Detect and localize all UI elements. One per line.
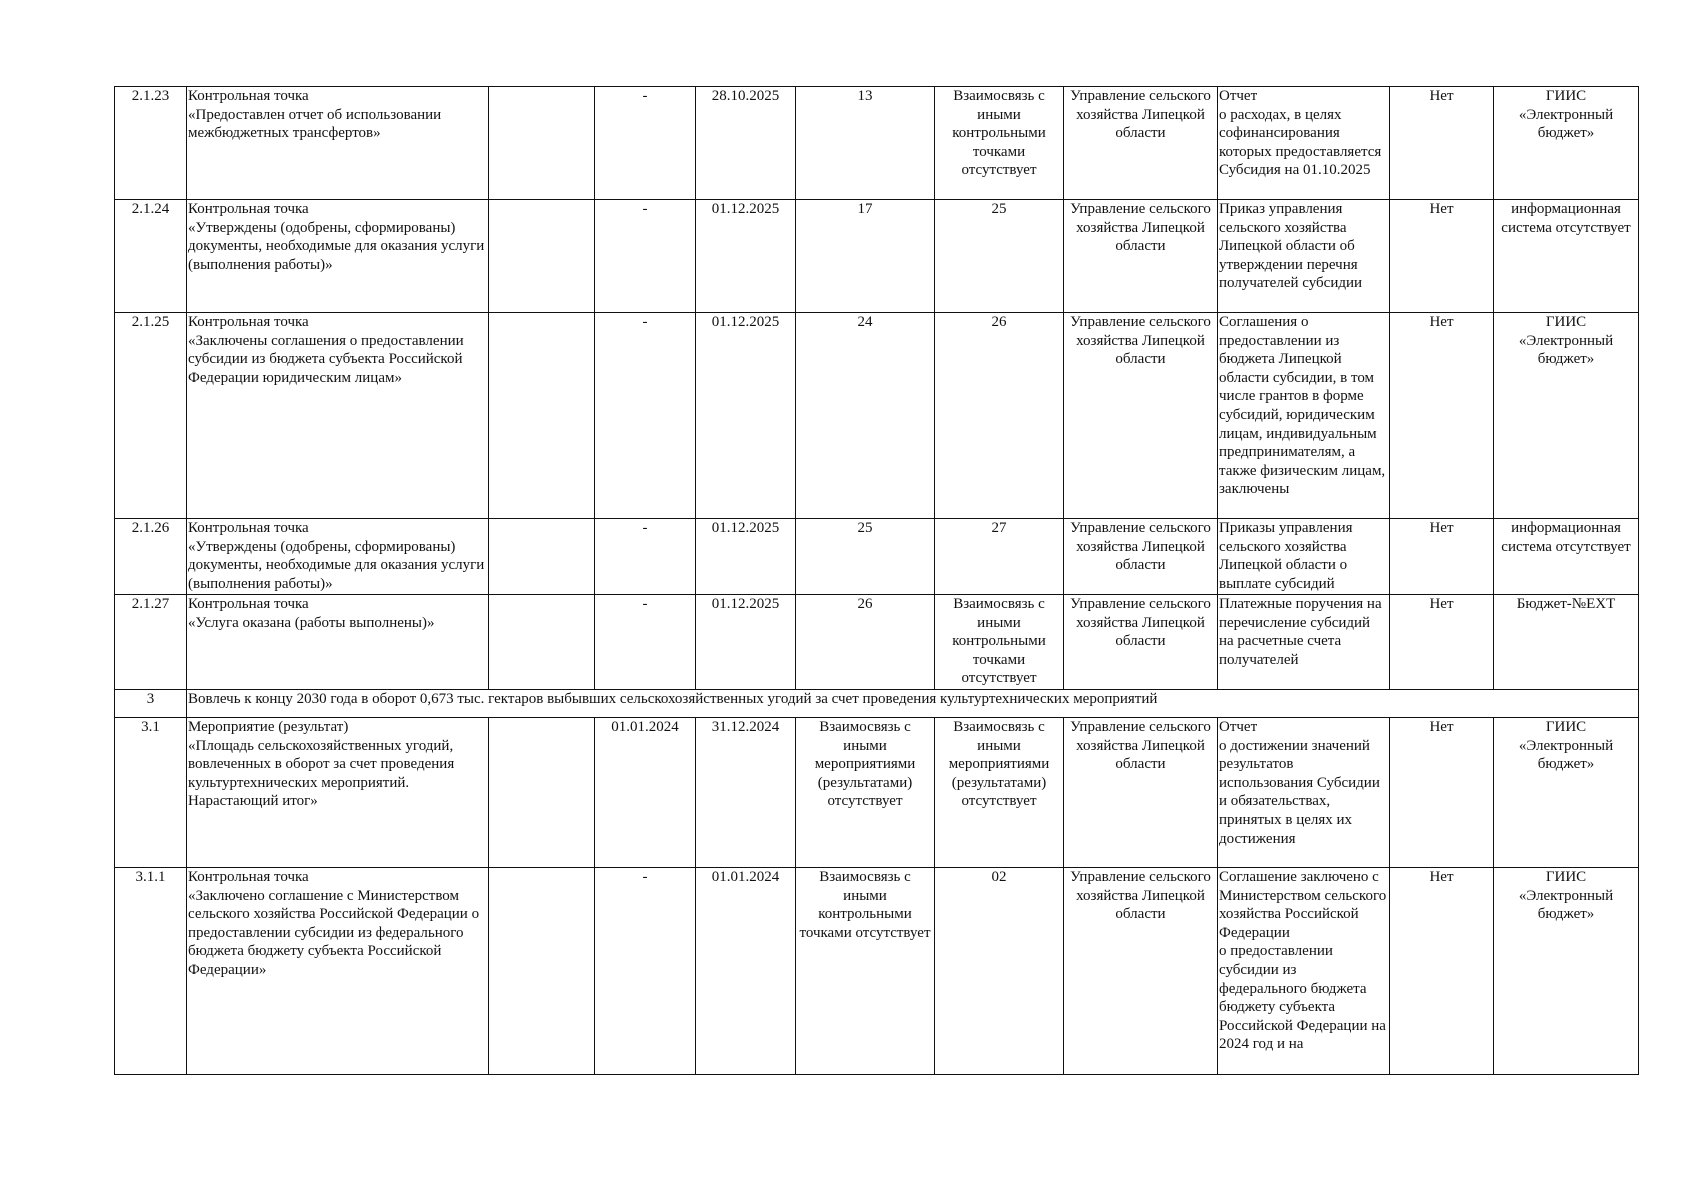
row-base-start — [489, 313, 595, 519]
row-successor: Взаимосвязь с иными мероприятиями (результатами) отсутствует — [935, 718, 1064, 868]
row-system: Бюджет-№EXT — [1494, 595, 1639, 690]
table-row — [115, 200, 1639, 313]
section-row — [115, 690, 1639, 718]
row-successor: Взаимосвязь с иными контрольными точками отсутствует — [935, 87, 1064, 200]
row-start-date: 01.01.2024 — [595, 718, 696, 868]
row-number: 2.1.27 — [115, 595, 187, 690]
row-end-date: 28.10.2025 — [696, 87, 796, 200]
row-base-start — [489, 519, 595, 595]
row-document: Отчет о расходах, в целях софинансирования которых предоставляется Субсидия на 01.10.2025 — [1218, 87, 1390, 200]
plan-table — [114, 86, 1639, 1075]
row-responsible: Управление сельского хозяйства Липецкой области — [1064, 313, 1218, 519]
row-predecessor: 26 — [796, 595, 935, 690]
row-document: Отчет о достижении значений результатов использования Субсидии и обязательствах, принятых в целях их достижения — [1218, 718, 1390, 868]
row-end-date: 01.01.2024 — [696, 868, 796, 1075]
row-flag: Нет — [1390, 200, 1494, 313]
row-responsible: Управление сельского хозяйства Липецкой области — [1064, 868, 1218, 1075]
row-flag: Нет — [1390, 595, 1494, 690]
row-end-date: 01.12.2025 — [696, 595, 796, 690]
table-row — [115, 595, 1639, 690]
row-number: 2.1.25 — [115, 313, 187, 519]
row-name: Контрольная точка «Утверждены (одобрены, сформированы) документы, необходимые для оказания услуги (выполнения работы)» — [187, 519, 489, 595]
row-base-start — [489, 718, 595, 868]
row-number: 2.1.23 — [115, 87, 187, 200]
row-system: ГИИС «Электронный бюджет» — [1494, 718, 1639, 868]
row-number: 3.1 — [115, 718, 187, 868]
row-document: Соглашения о предоставлении из бюджета Липецкой области субсидии, в том числе грантов в форме субсидий, юридическим лицам, индивидуальным предпринимателям, а также физическим лицам, заключены — [1218, 313, 1390, 519]
row-responsible: Управление сельского хозяйства Липецкой области — [1064, 519, 1218, 595]
row-number: 3.1.1 — [115, 868, 187, 1075]
row-start-date: - — [595, 595, 696, 690]
row-base-start — [489, 87, 595, 200]
row-responsible: Управление сельского хозяйства Липецкой области — [1064, 200, 1218, 313]
row-flag: Нет — [1390, 313, 1494, 519]
row-predecessor: 24 — [796, 313, 935, 519]
row-predecessor: 25 — [796, 519, 935, 595]
row-document: Соглашение заключено с Министерством сельского хозяйства Российской Федерации о предоставлении субсидии из федерального бюджета бюджету субъекта Российской Федерации на 2024 год и на — [1218, 868, 1390, 1075]
row-flag: Нет — [1390, 87, 1494, 200]
table-row — [115, 313, 1639, 519]
row-flag: Нет — [1390, 868, 1494, 1075]
row-successor: Взаимосвязь с иными контрольными точками отсутствует — [935, 595, 1064, 690]
row-flag: Нет — [1390, 718, 1494, 868]
row-end-date: 01.12.2025 — [696, 519, 796, 595]
row-document: Приказы управления сельского хозяйства Липецкой области о выплате субсидий — [1218, 519, 1390, 595]
row-document: Платежные поручения на перечисление субсидий на расчетные счета получателей — [1218, 595, 1390, 690]
row-responsible: Управление сельского хозяйства Липецкой области — [1064, 718, 1218, 868]
row-responsible: Управление сельского хозяйства Липецкой области — [1064, 595, 1218, 690]
row-end-date: 31.12.2024 — [696, 718, 796, 868]
row-start-date: - — [595, 519, 696, 595]
row-successor: 27 — [935, 519, 1064, 595]
row-predecessor: Взаимосвязь с иными мероприятиями (результатами) отсутствует — [796, 718, 935, 868]
row-name: Контрольная точка «Заключено соглашение с Министерством сельского хозяйства Российской Федерации о предоставлении субсидии из федерального бюджета бюджету субъекта Российской Федерации» — [187, 868, 489, 1075]
row-start-date: - — [595, 313, 696, 519]
row-number: 2.1.24 — [115, 200, 187, 313]
row-responsible: Управление сельского хозяйства Липецкой области — [1064, 87, 1218, 200]
section-number: 3 — [115, 690, 187, 718]
row-end-date: 01.12.2025 — [696, 200, 796, 313]
row-number: 2.1.26 — [115, 519, 187, 595]
row-system: ГИИС «Электронный бюджет» — [1494, 87, 1639, 200]
row-name: Контрольная точка «Заключены соглашения о предоставлении субсидии из бюджета субъекта Российской Федерации юридическим лицам» — [187, 313, 489, 519]
row-start-date: - — [595, 868, 696, 1075]
row-start-date: - — [595, 200, 696, 313]
row-system: ГИИС «Электронный бюджет» — [1494, 313, 1639, 519]
row-end-date: 01.12.2025 — [696, 313, 796, 519]
row-base-start — [489, 595, 595, 690]
row-predecessor: 17 — [796, 200, 935, 313]
row-successor: 25 — [935, 200, 1064, 313]
row-name: Мероприятие (результат) «Площадь сельскохозяйственных угодий, вовлеченных в оборот за счет проведения культуртехнических мероприятий. Нарастающий итог» — [187, 718, 489, 868]
document-page — [114, 86, 1638, 1075]
row-successor: 02 — [935, 868, 1064, 1075]
table-row — [115, 87, 1639, 200]
table-row — [115, 519, 1639, 595]
row-system: ГИИС «Электронный бюджет» — [1494, 868, 1639, 1075]
row-base-start — [489, 868, 595, 1075]
row-successor: 26 — [935, 313, 1064, 519]
row-name: Контрольная точка «Услуга оказана (работы выполнены)» — [187, 595, 489, 690]
row-predecessor: Взаимосвязь с иными контрольными точками отсутствует — [796, 868, 935, 1075]
row-start-date: - — [595, 87, 696, 200]
table-row — [115, 718, 1639, 868]
row-document: Приказ управления сельского хозяйства Липецкой области об утверждении перечня получателей субсидии — [1218, 200, 1390, 313]
row-name: Контрольная точка «Предоставлен отчет об использовании межбюджетных трансфертов» — [187, 87, 489, 200]
row-system: информационная система отсутствует — [1494, 519, 1639, 595]
table-row — [115, 868, 1639, 1075]
row-system: информационная система отсутствует — [1494, 200, 1639, 313]
row-flag: Нет — [1390, 519, 1494, 595]
row-name: Контрольная точка «Утверждены (одобрены, сформированы) документы, необходимые для оказания услуги (выполнения работы)» — [187, 200, 489, 313]
row-base-start — [489, 200, 595, 313]
section-title: Вовлечь к концу 2030 года в оборот 0,673 тыс. гектаров выбывших сельскохозяйственных угодий за счет проведения культуртехнических мероприятий — [187, 690, 1639, 718]
row-predecessor: 13 — [796, 87, 935, 200]
